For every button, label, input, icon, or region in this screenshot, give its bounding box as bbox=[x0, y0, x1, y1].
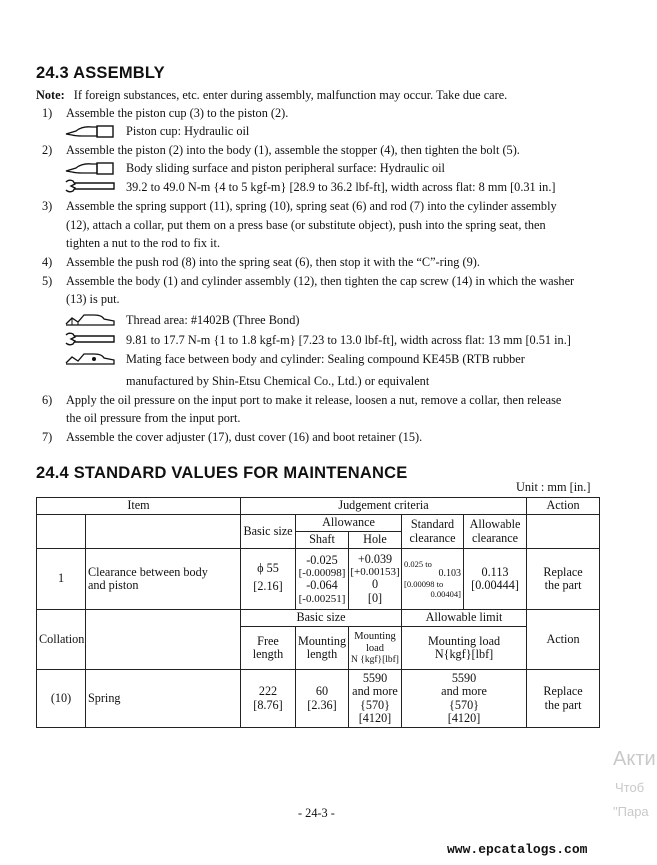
cell-text: 0.025 to bbox=[404, 559, 432, 569]
cell-text: {570} bbox=[449, 697, 480, 712]
row-item bbox=[86, 549, 241, 610]
header-standard-clearance bbox=[402, 515, 464, 549]
cell-text: [-0.00251] bbox=[298, 592, 346, 605]
step-text: (13) is put. bbox=[66, 292, 120, 306]
row-hole bbox=[349, 549, 402, 610]
cell-text: 0.103 bbox=[438, 568, 461, 579]
note-text: If foreign substances, etc. enter during assembly, malfunction may occur. Take due care. bbox=[73, 88, 508, 102]
step-text: tighten a nut to the rod to fix it. bbox=[66, 236, 221, 250]
cell-text: [+0.00153] bbox=[350, 566, 400, 579]
row-shaft bbox=[296, 549, 349, 610]
cell-text: and piston bbox=[88, 578, 139, 592]
row-allowable-limit bbox=[402, 670, 527, 728]
cell-text: the part bbox=[544, 578, 582, 592]
table-header-row bbox=[37, 498, 600, 515]
header-hole: Hole bbox=[349, 532, 402, 549]
cell-text: 0 bbox=[371, 577, 379, 592]
header-text: Mounting bbox=[298, 633, 347, 648]
cell-text: [2.16] bbox=[253, 578, 283, 593]
row-mounting-load bbox=[349, 670, 402, 728]
step-number: 3) bbox=[42, 199, 53, 213]
step2-oil-note: Body sliding surface and piston peripheral surface: Hydraulic oil bbox=[126, 161, 445, 175]
row-mounting-length bbox=[296, 670, 349, 728]
thread-lock-icon bbox=[64, 311, 116, 328]
step-text: Assemble the piston cup (3) to the piston (2). bbox=[66, 106, 289, 120]
header-free-length bbox=[241, 627, 296, 670]
wrench-icon bbox=[64, 331, 116, 348]
header-item: Item bbox=[37, 498, 241, 515]
cell-text: ϕ 55 bbox=[257, 561, 279, 576]
cell-text: and more bbox=[441, 684, 487, 698]
header-text: Allowable bbox=[469, 517, 521, 531]
header-text: load bbox=[365, 643, 385, 654]
cell-text: the part bbox=[544, 697, 582, 712]
cell-text: 5590 bbox=[362, 670, 388, 685]
cell-text: Replace bbox=[543, 684, 583, 698]
header-allowable-clearance bbox=[464, 515, 527, 549]
step-text: Assemble the push rod (8) into the spring seat (6), then stop it with the “C”-ring (9). bbox=[66, 255, 480, 269]
cell-text: [0] bbox=[367, 590, 383, 605]
cell-text: Clearance between body bbox=[88, 564, 208, 579]
header-text: N {kgf}[lbf] bbox=[351, 655, 399, 665]
page-number: - 24-3 - bbox=[298, 806, 335, 820]
note bbox=[36, 88, 507, 103]
step-number: 2) bbox=[42, 143, 53, 157]
header-text: Mounting load bbox=[427, 633, 501, 648]
overlay-text: Акти bbox=[613, 748, 656, 770]
cell-text: 60 bbox=[315, 684, 329, 698]
wrench-icon bbox=[64, 178, 116, 195]
cell-text: [-0.00098] bbox=[298, 567, 346, 579]
cell-text: [4120] bbox=[447, 711, 481, 725]
cell-text: and more bbox=[352, 684, 398, 698]
table-row bbox=[37, 670, 600, 728]
header-shaft: Shaft bbox=[296, 532, 349, 549]
step-number: 5) bbox=[42, 274, 53, 288]
note-label: Note: bbox=[36, 88, 65, 102]
oil-can-icon bbox=[64, 161, 116, 176]
cell-text: {570} bbox=[360, 697, 390, 712]
overlay-text: "Пара bbox=[613, 804, 649, 819]
step5-seal-note: manufactured by Shin-Etsu Chemical Co., Ltd.) or equivalent bbox=[126, 374, 430, 388]
section-title-assembly: 24.3 ASSEMBLY bbox=[36, 64, 165, 82]
table-header-row bbox=[37, 610, 600, 627]
step-text: Apply the oil pressure on the input port to make it release, loosen a nut, remove a collar, then release bbox=[66, 393, 562, 407]
cell-text: +0.039 bbox=[357, 551, 393, 566]
unit-label: Unit : mm [in.] bbox=[516, 480, 591, 494]
step-number: 6) bbox=[42, 393, 53, 407]
header-basic-size: Basic size bbox=[241, 515, 296, 549]
row-free-length bbox=[241, 670, 296, 728]
step-text: Assemble the piston (2) into the body (1), assemble the stopper (4), then tighten the bolt (5). bbox=[66, 143, 520, 157]
header-text: length bbox=[306, 647, 338, 661]
step-text: Assemble the spring support (11), spring (10), spring seat (6) and rod (7) into the cylinder assembly bbox=[66, 199, 557, 213]
step-number: 7) bbox=[42, 430, 53, 444]
header-text: clearance bbox=[472, 530, 519, 545]
cell-text: [0.00098 to bbox=[404, 579, 444, 589]
table-row bbox=[37, 549, 600, 610]
cell-text: 5590 bbox=[451, 670, 477, 685]
oil-can-icon bbox=[64, 124, 116, 139]
row-item: Spring bbox=[86, 670, 241, 728]
cell-text: -0.025 bbox=[306, 552, 338, 567]
step-text: (12), attach a collar, put them on a press base (or substitute object), push into the spring seat, then bbox=[66, 218, 546, 232]
row-number: (10) bbox=[37, 670, 86, 728]
row-action bbox=[527, 670, 600, 728]
step2-torque-note: 39.2 to 49.0 N-m {4 to 5 kgf-m} [28.9 to 36.2 lbf-ft], width across flat: 8 mm [0.31 in.] bbox=[126, 180, 556, 194]
row-action bbox=[527, 549, 600, 610]
row-basic-size bbox=[241, 549, 296, 610]
cell-text: 222 bbox=[258, 684, 278, 698]
header-text: length bbox=[252, 647, 284, 661]
step5-torque-note: 9.81 to 17.7 N-m {1 to 1.8 kgf-m} [7.23 to 13.0 lbf-ft], width across flat: 13 mm [0.51 in.] bbox=[126, 333, 571, 347]
cell-text: -0.064 bbox=[306, 578, 338, 592]
header-mounting-load bbox=[349, 627, 402, 670]
sealant-icon bbox=[64, 350, 116, 367]
header-text: Mounting bbox=[354, 631, 396, 642]
step-number: 4) bbox=[42, 255, 53, 269]
step5-thread-note: Thread area: #1402B (Three Bond) bbox=[126, 313, 300, 327]
cell-text: 0.113 bbox=[481, 564, 509, 579]
cell-text: 0.00404] bbox=[430, 589, 461, 599]
header-collation: Collation bbox=[37, 610, 86, 670]
header-text: Free bbox=[257, 633, 279, 648]
step-text: the oil pressure from the input port. bbox=[66, 411, 241, 425]
header-mounting-length bbox=[296, 627, 349, 670]
section-title-standard-values: 24.4 STANDARD VALUES FOR MAINTENANCE bbox=[36, 464, 408, 482]
step5-seal-note: Mating face between body and cylinder: Sealing compound KE45B (RTB rubber bbox=[126, 352, 525, 366]
header-text: clearance bbox=[409, 530, 456, 545]
header-text: N{kgf}[lbf] bbox=[434, 647, 494, 661]
header-text: Standard bbox=[410, 517, 455, 531]
header-allowance: Allowance bbox=[296, 515, 402, 532]
row-standard-clearance bbox=[402, 549, 464, 610]
step-number: 1) bbox=[42, 106, 53, 120]
header-allowable-limit: Allowable limit bbox=[402, 610, 527, 627]
standard-values-table bbox=[36, 497, 600, 728]
table-header-row bbox=[37, 515, 600, 532]
step-text: Assemble the body (1) and cylinder assembly (12), then tighten the cap screw (14) in which the washer bbox=[66, 274, 575, 288]
step1-oil-note: Piston cup: Hydraulic oil bbox=[126, 124, 250, 138]
step-text: Assemble the cover adjuster (17), dust cover (16) and boot retainer (15). bbox=[66, 430, 423, 444]
cell-text: [2.36] bbox=[307, 697, 337, 712]
row-number: 1 bbox=[37, 549, 86, 610]
row-allowable-clearance bbox=[464, 549, 527, 610]
header-action: Action bbox=[527, 498, 600, 515]
header-judgement: Judgement criteria bbox=[241, 498, 527, 515]
site-url: www.epcatalogs.com bbox=[447, 842, 588, 857]
header-action-2: Action bbox=[527, 610, 600, 670]
overlay-text: Чтоб bbox=[615, 780, 645, 795]
header-basic-size-2: Basic size bbox=[241, 610, 402, 627]
cell-text: [0.00444] bbox=[471, 578, 519, 592]
cell-text: Replace bbox=[543, 564, 583, 579]
header-mounting-load-limit bbox=[402, 627, 527, 670]
cell-text: [8.76] bbox=[253, 697, 283, 712]
cell-text: [4120] bbox=[358, 711, 392, 725]
